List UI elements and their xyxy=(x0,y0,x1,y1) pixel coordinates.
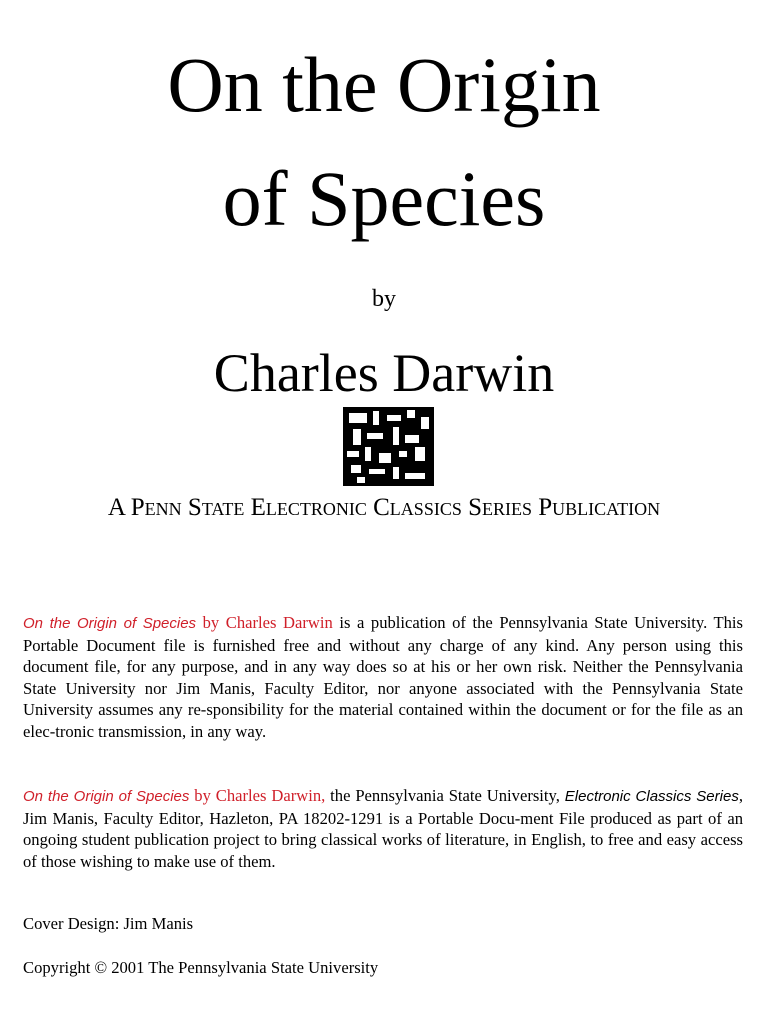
book-title-inline: On the Origin of Species xyxy=(23,788,190,805)
publisher-emblem-image xyxy=(343,407,434,486)
cover-design-credit: Cover Design: Jim Manis xyxy=(23,914,194,933)
title-line-1: On the Origin xyxy=(167,41,601,128)
by-label: by xyxy=(372,286,396,312)
book-title-inline: On the Origin of Species xyxy=(23,615,197,632)
series-publication-line: A Penn State Electronic Classics Series Publication xyxy=(107,494,661,521)
series-name-inline: Electronic Classics Series xyxy=(564,788,739,805)
notice-paragraph-2 xyxy=(23,785,743,872)
copyright-line: Copyright © 2001 The Pennsylvania State University xyxy=(23,958,379,977)
notice-text-b: , Jim Manis, Faculty Editor, Hazleton, PA 18202-1291 is a Portable Docu-ment File produced as part of an ongoing student publication project to bring classical works of literature, in English, to free and easy access of those wishing to make use of them. xyxy=(23,786,743,871)
notice-paragraph-1 xyxy=(23,612,743,743)
notice-text-a: the Pennsylvania State University, xyxy=(325,786,565,805)
title-line-2: of Species xyxy=(222,155,546,242)
author-inline: by Charles Darwin, xyxy=(189,786,326,805)
notice-text: is a publication of the Pennsylvania State University. This Portable Document file is furnished free and without any charge of any kind. Any person using this document file, for any purpose, and in any way does so at his or her own risk. Neither the Pennsylvania State University nor Jim Manis, Faculty Editor, nor anyone associated with the Pennsylvania State University assumes any re-sponsibility for the material contained within the document or for the file as an elec-tronic transmission, in any way. xyxy=(23,613,743,741)
author-name: Charles Darwin xyxy=(213,343,555,403)
author-inline: by Charles Darwin xyxy=(196,613,333,632)
